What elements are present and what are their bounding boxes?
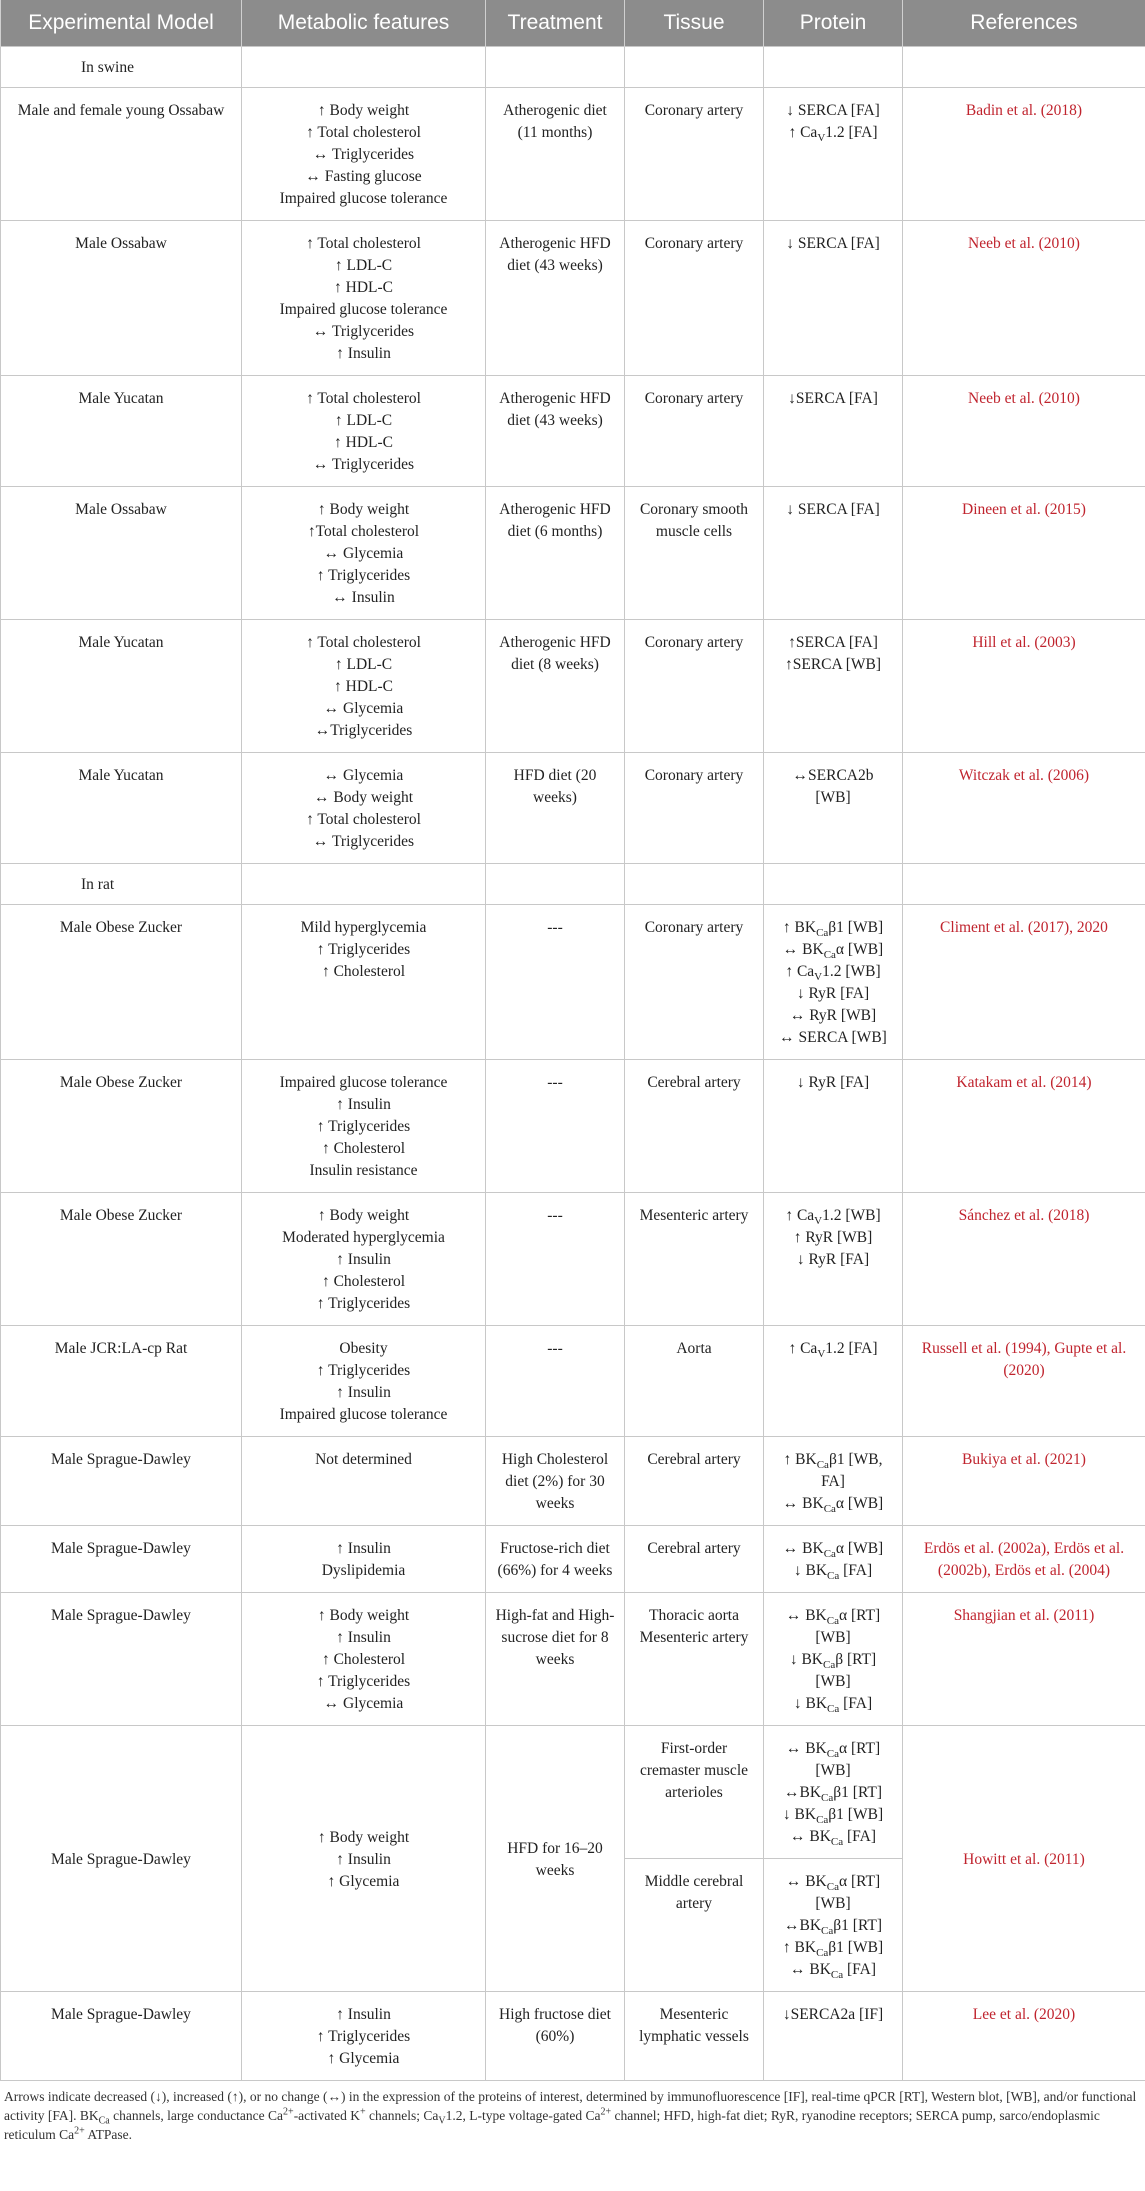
- cell-line: ↑ $BK_{Ca}\beta 1$ [WB]: [782, 1939, 884, 1960]
- cell-line: ↔ $BK_{Ca}$ [FA]: [789, 1828, 877, 1849]
- cell-text: Atherogenic diet (11 months): [503, 102, 607, 141]
- empty-cell: [764, 47, 903, 88]
- cell-line: ↓SERCA2a [IF]: [782, 2006, 884, 2023]
- cell-line: ↓ $BK_{Ca}$ [FA]: [793, 1695, 873, 1716]
- tissue-cell: [625, 487, 764, 620]
- cell-text: Bukiya et al. (2021): [962, 1451, 1086, 1468]
- empty-cell: [903, 47, 1145, 88]
- treatment-cell: [486, 620, 625, 753]
- cell-text: HFD diet (20 weeks): [513, 767, 597, 806]
- cell-line: ↔ $BK_{Ca}\alpha$ [WB]: [782, 941, 884, 962]
- cell-line: ↑ Triglycerides: [316, 1295, 411, 1312]
- reference-cell: [903, 1060, 1145, 1193]
- cell-line: ↔ Triglycerides: [312, 146, 415, 163]
- cell-line: $\leftrightarrow BK_{Ca}\beta 1$ [RT]: [784, 1917, 882, 1938]
- cell-line: ↑ Insulin: [336, 2006, 391, 2023]
- model-cell: [1, 487, 242, 620]
- cell-text: Dineen et al. (2015): [962, 501, 1086, 518]
- cell-line: ↑ $Ca_V1.2$ [WB]: [785, 1207, 881, 1228]
- cell-text: First-order cremaster muscle arterioles: [639, 1740, 748, 1801]
- cell-text: Coronary artery: [644, 102, 744, 119]
- cell-text: HFD for 16–20 weeks: [507, 1839, 603, 1879]
- section-label: In swine: [1, 47, 242, 88]
- cell-text: Atherogenic HFD diet (8 weeks): [499, 634, 611, 673]
- cell-line: $\leftrightarrow BK_{Ca}\beta 1$ [RT]: [784, 1784, 882, 1805]
- cell-line: Impaired glucose tolerance: [279, 1074, 448, 1091]
- table-row: [1, 221, 1145, 376]
- cell-line: ↑ Triglycerides: [316, 1362, 411, 1379]
- features-cell: [242, 88, 486, 221]
- cell-text: Male and female young Ossabaw: [17, 102, 225, 119]
- treatment-cell: [486, 88, 625, 221]
- cell-line: ↑ HDL-C: [334, 678, 393, 695]
- cell-line: ↔ $BK_{Ca}\alpha$ [RT]: [785, 1740, 881, 1761]
- cell-line: ↔ Triglycerides: [312, 833, 415, 850]
- cell-text: Cerebral artery: [647, 1451, 741, 1468]
- cell-line: ↑ $Ca_V1.2$ [FA]: [788, 124, 878, 145]
- cell-line: ↑ Insulin: [336, 1251, 391, 1268]
- cell-line: ↑ $BK_{Ca}\beta 1$ [WB]: [782, 919, 884, 940]
- empty-cell: [486, 864, 625, 905]
- cell-line: ↑ LDL-C: [334, 412, 393, 429]
- model-cell: [1, 620, 242, 753]
- treatment-cell: [486, 221, 625, 376]
- cell-line: ↓ RyR [FA]: [796, 985, 870, 1002]
- features-cell: [242, 376, 486, 487]
- cell-line: ↑ Insulin: [336, 1629, 391, 1646]
- cell-text: Male Yucatan: [78, 634, 164, 651]
- empty-cell: [242, 864, 486, 905]
- reference-cell: [903, 1326, 1145, 1437]
- cell-text: Male Sprague-Dawley: [51, 2006, 191, 2023]
- cell-line: ↑ Total cholesterol: [306, 390, 421, 407]
- model-cell: [1, 1437, 242, 1526]
- protein-cell: [764, 221, 903, 376]
- empty-cell: [486, 47, 625, 88]
- tissue-cell: [625, 1992, 764, 2081]
- treatment-cell: [486, 376, 625, 487]
- features-cell: [242, 221, 486, 376]
- cell-line: ↓ RyR [FA]: [796, 1074, 870, 1091]
- cell-line: ↑Total cholesterol: [307, 523, 420, 540]
- cell-text: Atherogenic HFD diet (43 weeks): [499, 390, 611, 429]
- cell-line: ↔ Glycemia: [323, 1695, 404, 1712]
- cell-text: Mesenteric artery: [639, 1207, 749, 1224]
- cell-line: ↓ SERCA [FA]: [786, 501, 880, 518]
- cell-line: ↔ Body weight: [313, 789, 414, 806]
- reference-cell: [903, 1992, 1145, 2081]
- cell-line: Not determined: [315, 1451, 412, 1468]
- features-cell: [242, 905, 486, 1060]
- table-row: [1, 1060, 1145, 1193]
- cell-text: High-fat and High-sucrose diet for 8 weeks: [495, 1607, 615, 1668]
- empty-cell: [242, 47, 486, 88]
- cell-line: ↑ Insulin: [336, 1384, 391, 1401]
- cell-line: ↑ Total cholesterol: [306, 634, 421, 651]
- features-cell: [242, 1726, 486, 1992]
- cell-line: ↑ Body weight: [317, 1207, 410, 1224]
- cell-text: Coronary artery: [644, 634, 744, 651]
- model-cell: [1, 1060, 242, 1193]
- header-metabolic-features: Metabolic features: [242, 0, 486, 47]
- tissue-cell: [625, 1593, 764, 1726]
- cell-text: Atherogenic HFD diet (43 weeks): [499, 235, 611, 274]
- cell-line: ↔Triglycerides: [314, 722, 413, 739]
- cell-line: ↔ Glycemia: [323, 767, 404, 784]
- cell-text: Male Sprague-Dawley: [51, 1451, 191, 1468]
- cell-text: Aorta: [676, 1340, 712, 1357]
- cell-line: ↔ RyR [WB]: [789, 1007, 877, 1024]
- cell-line: ↑ Insulin: [336, 1540, 391, 1557]
- cell-text: Hill et al. (2003): [972, 634, 1076, 651]
- section-label: In rat: [1, 864, 242, 905]
- cell-line: ↑ Glycemia: [327, 1872, 400, 1890]
- cell-line: ↑ Total cholesterol: [306, 811, 421, 828]
- reference-cell: [903, 1193, 1145, 1326]
- tissue-cell: [625, 620, 764, 753]
- treatment-cell: [486, 1326, 625, 1437]
- cell-text: Male Obese Zucker: [59, 1074, 183, 1091]
- cell-line: ↓SERCA [FA]: [788, 390, 878, 407]
- cell-line: ↑ LDL-C: [334, 656, 393, 673]
- cell-line: ↑ Cholesterol: [321, 1651, 406, 1668]
- tissue-cell: [625, 1193, 764, 1326]
- cell-line: ↓ RyR [FA]: [796, 1251, 870, 1268]
- cell-line: ↑ Insulin: [336, 1096, 391, 1113]
- cell-text: Male Sprague-Dawley: [51, 1850, 191, 1868]
- cell-line: ↑ Insulin: [336, 345, 391, 362]
- cell-text: Shangjian et al. (2011): [953, 1607, 1095, 1624]
- protein-cell: [764, 1726, 903, 1859]
- protein-cell: [764, 487, 903, 620]
- cell-line: ↑SERCA [FA]: [788, 634, 878, 651]
- reference-cell: [903, 753, 1145, 864]
- model-cell: [1, 1992, 242, 2081]
- cell-line: ↓ $BK_{Ca}\beta$ [RT]: [789, 1651, 877, 1672]
- cell-line: ↓ SERCA [FA]: [786, 235, 880, 252]
- table-row: [1, 376, 1145, 487]
- cell-line: Impaired glucose tolerance: [279, 301, 448, 318]
- cell-line: ↔ $BK_{Ca}\alpha$ [RT]: [785, 1607, 881, 1628]
- features-cell: [242, 620, 486, 753]
- treatment-cell: [486, 1060, 625, 1193]
- table-row: [1, 1526, 1145, 1593]
- cell-text: Male JCR:LA-cp Rat: [54, 1340, 188, 1357]
- table-row: [1, 753, 1145, 864]
- table-row: [1, 1726, 1145, 1859]
- features-cell: [242, 1992, 486, 2081]
- header-experimental-model: Experimental Model: [1, 0, 242, 47]
- tissue-cell: [625, 1437, 764, 1526]
- cell-line: Insulin resistance: [309, 1162, 418, 1179]
- treatment-cell: [486, 1526, 625, 1593]
- treatment-cell: [486, 1193, 625, 1326]
- cell-text: Witczak et al. (2006): [958, 767, 1090, 784]
- model-cell: [1, 1593, 242, 1726]
- table-row: [1, 620, 1145, 753]
- cell-text: Badin et al. (2018): [965, 102, 1083, 119]
- cell-line: ↑ Cholesterol: [321, 1273, 406, 1290]
- cell-line: ↑ Triglycerides: [316, 1673, 411, 1690]
- model-cell: [1, 753, 242, 864]
- tissue-cell: [625, 88, 764, 221]
- reference-cell: [903, 905, 1145, 1060]
- cell-line: ↑ LDL-C: [334, 257, 393, 274]
- cell-line: ↑ RyR [WB]: [793, 1229, 873, 1246]
- treatment-cell: [486, 1726, 625, 1992]
- cell-line: ↓ SERCA [FA]: [786, 102, 880, 119]
- cell-line: [WB]: [815, 1629, 851, 1646]
- tissue-cell: [625, 221, 764, 376]
- cell-text: Coronary artery: [644, 235, 744, 252]
- cell-text: Coronary artery: [644, 767, 744, 784]
- cell-text: ---: [547, 919, 563, 936]
- features-cell: [242, 1593, 486, 1726]
- cell-text: Katakam et al. (2014): [956, 1074, 1092, 1091]
- protein-cell: [764, 620, 903, 753]
- tissue-cell: [625, 376, 764, 487]
- cell-line: ↑ Body weight: [317, 1607, 410, 1624]
- cell-line: FA]: [821, 1473, 845, 1490]
- cell-line: ↑ Glycemia: [327, 2050, 400, 2067]
- cell-line: ↑ Body weight: [317, 1828, 410, 1846]
- table-footnote: Arrows indicate decreased (↓), increased (↑), or no change (↔) in the expression of the proteins of interest, determined by immunofluorescence [IF], real-time qPCR [RT], Western blot, [WB], and/or functional activity [FA]. $BK_{Ca}$ channels, large conductance $Ca^{2+}$-activated K+ channels; $Ca_V1.2$, L-type voltage-gated $Ca^{2+}$ channel; HFD, high-fat diet; RyR, ryanodine receptors; SERCA pump, sarco/endoplasmic reticulum $Ca^{2+}$ ATPase.: [4, 2089, 1137, 2142]
- cell-line: ↔ Glycemia: [323, 545, 404, 562]
- reference-cell: [903, 487, 1145, 620]
- model-cell: [1, 1526, 242, 1593]
- empty-cell: [764, 864, 903, 905]
- tissue-cell: [625, 1726, 764, 1859]
- cell-line: ↑ HDL-C: [334, 434, 393, 451]
- cell-text: Coronary artery: [644, 919, 744, 936]
- cell-text: Male Yucatan: [78, 390, 164, 407]
- cell-text: Male Sprague-Dawley: [51, 1540, 191, 1557]
- model-cell: [1, 221, 242, 376]
- cell-line: Impaired glucose tolerance: [279, 190, 448, 207]
- cell-line: ↑ Cholesterol: [321, 963, 406, 980]
- table-row: [1, 1326, 1145, 1437]
- cell-text: Cerebral artery: [647, 1540, 741, 1557]
- cell-line: ↑ $BK_{Ca}\beta 1$ [WB,: [783, 1451, 883, 1472]
- cell-line: ↑ Triglycerides: [316, 941, 411, 958]
- cell-line: ↔ $BK_{Ca}$ [FA]: [789, 1961, 877, 1982]
- cell-text: Male Obese Zucker: [59, 1207, 183, 1224]
- cell-line: Moderated hyperglycemia: [282, 1229, 445, 1246]
- cell-line: ↔ Glycemia: [323, 700, 404, 717]
- tissue-cell: [625, 1526, 764, 1593]
- treatment-cell: [486, 753, 625, 864]
- features-cell: [242, 1060, 486, 1193]
- treatment-cell: [486, 1437, 625, 1526]
- tissue-cell: [625, 1060, 764, 1193]
- cell-text: Cerebral artery: [647, 1074, 741, 1091]
- tissue-cell: [625, 1326, 764, 1437]
- cell-text: Neeb et al. (2010): [968, 390, 1080, 407]
- cell-line: ↔ Triglycerides: [312, 456, 415, 473]
- cell-line: ↔ $BK_{Ca}\alpha$ [WB]: [782, 1495, 884, 1516]
- cell-text: Sánchez et al. (2018): [958, 1207, 1090, 1224]
- cell-line: ↔SERCA2b: [792, 767, 874, 784]
- cell-line: Mild hyperglycemia: [300, 919, 427, 936]
- cell-line: Impaired glucose tolerance: [279, 1406, 448, 1423]
- cell-text: Russell et al. (1994), Gupte et al. (2020): [921, 1340, 1127, 1379]
- cell-line: ↑ Triglycerides: [316, 1118, 411, 1135]
- cell-line: [WB]: [815, 1895, 851, 1912]
- cell-text: Neeb et al. (2010): [968, 235, 1080, 252]
- features-cell: [242, 1437, 486, 1526]
- cell-text: Lee et al. (2020): [972, 2006, 1076, 2023]
- cell-line: ↑ Body weight: [317, 501, 410, 518]
- cell-line: ↔ Triglycerides: [312, 323, 415, 340]
- reference-cell: [903, 88, 1145, 221]
- cell-line: [WB]: [815, 1762, 851, 1779]
- section-row: [1, 864, 1145, 905]
- cell-text: Male Ossabaw: [75, 235, 167, 252]
- tissue-cell: [625, 905, 764, 1060]
- protein-cell: [764, 1326, 903, 1437]
- reference-cell: [903, 1526, 1145, 1593]
- cell-text: High Cholesterol diet (2%) for 30 weeks: [501, 1451, 609, 1512]
- table-row: [1, 1437, 1145, 1526]
- cell-text: Howitt et al. (2011): [963, 1850, 1085, 1868]
- reference-cell: [903, 221, 1145, 376]
- tissue-cell: [625, 753, 764, 864]
- reference-cell: [903, 1593, 1145, 1726]
- features-cell: [242, 1193, 486, 1326]
- protein-cell: [764, 1859, 903, 1992]
- protein-cell: [764, 1193, 903, 1326]
- features-cell: [242, 753, 486, 864]
- cell-line: ↑ Insulin: [336, 1850, 391, 1868]
- model-cell: [1, 1326, 242, 1437]
- reference-cell: [903, 376, 1145, 487]
- cell-text: ---: [547, 1340, 563, 1357]
- model-cell: [1, 1726, 242, 1992]
- features-cell: [242, 1326, 486, 1437]
- cell-line: Obesity: [339, 1340, 388, 1357]
- section-row: [1, 47, 1145, 88]
- cell-text: Coronary smooth muscle cells: [639, 501, 749, 540]
- cell-line: ↑ $Ca_V1.2$ [WB]: [785, 963, 881, 984]
- cell-line: ↑ Body weight: [317, 102, 410, 119]
- empty-cell: [625, 47, 764, 88]
- cell-line: ↑ Triglycerides: [316, 567, 411, 584]
- cell-line: ↑ $Ca_V1.2$ [FA]: [788, 1340, 878, 1361]
- table-row: [1, 1593, 1145, 1726]
- cell-line: ↔ $BK_{Ca}\alpha$ [WB]: [782, 1540, 884, 1561]
- protein-cell: [764, 905, 903, 1060]
- header-treatment: Treatment: [486, 0, 625, 47]
- cell-text: Thoracic aorta Mesenteric artery: [639, 1607, 749, 1646]
- cell-line: [WB]: [815, 1673, 851, 1690]
- reference-cell: [903, 1437, 1145, 1526]
- empty-cell: [903, 864, 1145, 905]
- cell-line: ↑ Total cholesterol: [306, 124, 421, 141]
- treatment-cell: [486, 487, 625, 620]
- cell-line: ↑ HDL-C: [334, 279, 393, 296]
- cell-line: ↔ Insulin: [332, 589, 395, 606]
- header-tissue: Tissue: [625, 0, 764, 47]
- cell-text: ---: [547, 1074, 563, 1091]
- reference-cell: [903, 620, 1145, 753]
- cell-line: [WB]: [815, 789, 851, 806]
- cell-line: ↔ SERCA [WB]: [779, 1029, 887, 1046]
- header-row: [1, 0, 1145, 47]
- protein-cell: [764, 88, 903, 221]
- cell-text: Atherogenic HFD diet (6 months): [499, 501, 611, 540]
- cell-text: High fructose diet (60%): [499, 2006, 611, 2045]
- cell-text: Coronary artery: [644, 390, 744, 407]
- treatment-cell: [486, 1593, 625, 1726]
- table-row: [1, 487, 1145, 620]
- treatment-cell: [486, 1992, 625, 2081]
- features-cell: [242, 487, 486, 620]
- cell-line: ↑ Triglycerides: [316, 2028, 411, 2045]
- treatment-cell: [486, 905, 625, 1060]
- cell-line: ↓ $BK_{Ca}$ [FA]: [793, 1562, 873, 1583]
- cell-line: ↔ Fasting glucose: [305, 168, 422, 185]
- model-cell: [1, 88, 242, 221]
- cell-line: Dyslipidemia: [321, 1562, 406, 1579]
- tissue-cell: [625, 1859, 764, 1992]
- cell-text: ---: [547, 1207, 563, 1224]
- cell-line: ↑SERCA [WB]: [784, 656, 882, 673]
- protein-cell: [764, 1437, 903, 1526]
- cell-text: Male Ossabaw: [75, 501, 167, 518]
- protein-cell: [764, 376, 903, 487]
- cell-text: Climent et al. (2017), 2020: [940, 919, 1108, 936]
- features-cell: [242, 1526, 486, 1593]
- cell-line: ↔ $BK_{Ca}\alpha$ [RT]: [785, 1873, 881, 1894]
- protein-cell: [764, 1593, 903, 1726]
- model-cell: [1, 376, 242, 487]
- protein-cell: [764, 1060, 903, 1193]
- model-cell: [1, 1193, 242, 1326]
- protein-cell: [764, 1526, 903, 1593]
- table-row: [1, 88, 1145, 221]
- empty-cell: [625, 864, 764, 905]
- table-row: [1, 905, 1145, 1060]
- model-cell: [1, 905, 242, 1060]
- table-row: [1, 1193, 1145, 1326]
- header-references: References: [903, 0, 1145, 47]
- reference-cell: [903, 1726, 1145, 1992]
- cell-text: Fructose-rich diet (66%) for 4 weeks: [497, 1540, 613, 1579]
- cell-text: Male Obese Zucker: [59, 919, 183, 936]
- cell-text: Mesenteric lymphatic vessels: [639, 2006, 749, 2045]
- cell-line: ↑ Cholesterol: [321, 1140, 406, 1157]
- cell-text: Male Sprague-Dawley: [51, 1607, 191, 1624]
- cell-line: ↑ Total cholesterol: [306, 235, 421, 252]
- protein-cell: [764, 753, 903, 864]
- protein-cell: [764, 1992, 903, 2081]
- cell-text: Male Yucatan: [78, 767, 164, 784]
- cell-line: ↓ $BK_{Ca}\beta 1$ [WB]: [782, 1806, 884, 1827]
- table-row: [1, 1992, 1145, 2081]
- cell-text: Erdös et al. (2002a), Erdös et al. (2002b), Erdös et al. (2004): [923, 1540, 1125, 1579]
- cell-text: Middle cerebral artery: [644, 1873, 744, 1912]
- header-protein: Protein: [764, 0, 903, 47]
